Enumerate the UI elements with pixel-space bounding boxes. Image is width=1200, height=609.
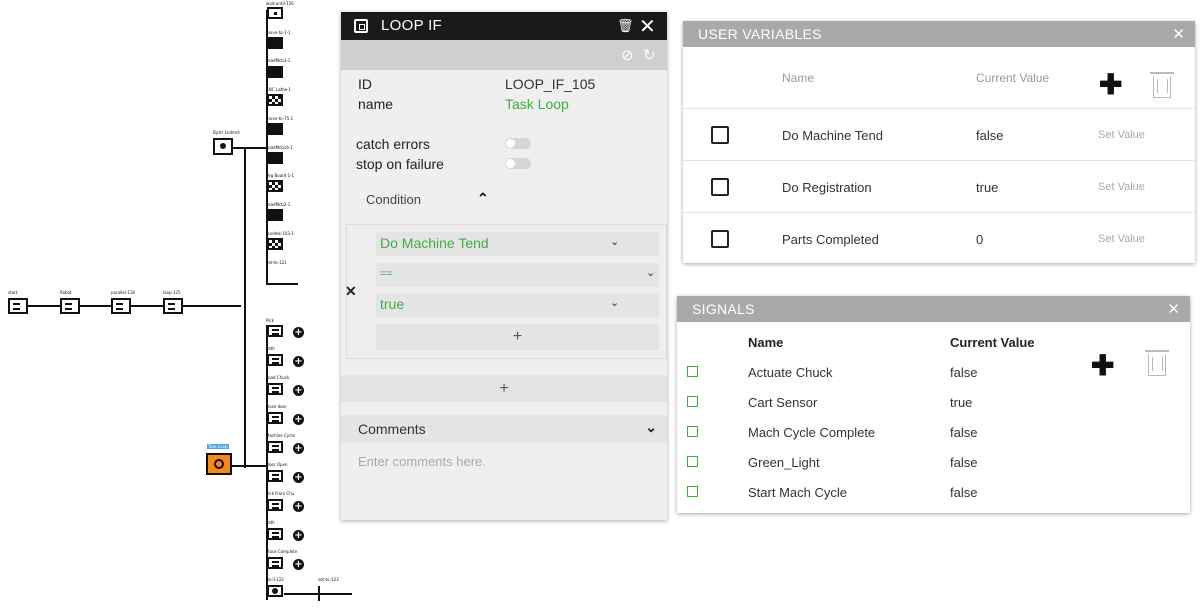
node-label: Path: [266, 520, 275, 525]
add-condition-button[interactable]: +: [376, 324, 659, 350]
connector: [26, 305, 241, 307]
panel-header: [677, 296, 1190, 322]
refresh-icon[interactable]: ↻: [643, 47, 656, 64]
signal-checkbox[interactable]: [687, 486, 698, 497]
row-checkbox[interactable]: [711, 178, 729, 196]
close-icon[interactable]: ✕: [639, 16, 656, 38]
flow-node[interactable]: [267, 499, 283, 511]
flow-node[interactable]: [267, 37, 283, 49]
branch-label-upper: Bystr Lndmrk: [213, 130, 240, 135]
chevron-up-icon[interactable]: ⌃: [477, 190, 489, 206]
node-label: Machine Cycle: [266, 433, 295, 438]
node-start[interactable]: [8, 298, 28, 314]
panel-header: [683, 21, 1195, 47]
add-step-icon[interactable]: +: [294, 472, 303, 483]
name-value[interactable]: Task Loop: [505, 96, 569, 112]
flow-node[interactable]: [267, 528, 283, 540]
name-label: name: [358, 96, 394, 112]
flow-node[interactable]: [267, 412, 283, 424]
condition-variable-select[interactable]: [376, 232, 659, 256]
flow-node[interactable]: [267, 325, 283, 337]
connector: [232, 147, 266, 149]
add-step-icon[interactable]: +: [294, 327, 303, 338]
flow-node[interactable]: [267, 66, 283, 78]
signal-value: false: [950, 365, 978, 380]
variable-value: true: [976, 180, 999, 195]
condition-variable-value: Do Machine Tend: [380, 235, 489, 251]
signals-panel: [677, 296, 1190, 513]
signal-name: Green_Light: [748, 455, 820, 470]
row-checkbox[interactable]: [711, 230, 729, 248]
variable-value: 0: [976, 232, 984, 247]
chevron-down-icon: ⌄: [646, 267, 656, 279]
node-label-loop: loop-125: [163, 290, 181, 295]
catch-errors-toggle[interactable]: [505, 138, 531, 149]
connector: [232, 465, 266, 467]
column-header-value: Current Value: [950, 335, 1035, 350]
node-label-robot: Robot: [60, 290, 72, 295]
chevron-down-icon: ⌄: [645, 419, 657, 435]
add-step-icon[interactable]: +: [294, 530, 303, 541]
add-step-icon[interactable]: +: [294, 356, 303, 367]
flow-node[interactable]: [267, 585, 283, 597]
signal-name: Mach Cycle Complete: [748, 425, 876, 440]
add-step-icon[interactable]: +: [294, 385, 303, 396]
id-value: LOOP_IF_105: [505, 76, 596, 92]
signal-checkbox[interactable]: [687, 456, 698, 467]
flow-node[interactable]: [267, 557, 283, 569]
flow-node[interactable]: [267, 354, 283, 366]
flow-node[interactable]: [267, 180, 283, 192]
comments-section[interactable]: [341, 415, 667, 443]
node-label-start: start: [8, 290, 18, 295]
add-signal-button[interactable]: ✚: [1091, 350, 1115, 381]
panel-title: LOOP IF: [381, 17, 443, 34]
branch-label-lower: Task Loop: [208, 444, 228, 449]
condition-value-select[interactable]: [376, 293, 659, 317]
variable-name: Do Registration: [782, 180, 872, 195]
node-label: move-to-75-1: [266, 116, 294, 121]
panel-title: SIGNALS: [692, 301, 755, 317]
row-checkbox[interactable]: [711, 126, 729, 144]
chevron-down-icon: ⌄: [610, 297, 620, 309]
action-bar: [341, 40, 667, 70]
trash-icon[interactable]: 🗑: [617, 18, 634, 33]
comments-label: Comments: [358, 421, 426, 437]
id-label: ID: [358, 76, 372, 92]
node-loop[interactable]: [163, 298, 183, 314]
signal-checkbox[interactable]: [687, 426, 698, 437]
node-label: wait-until-126: [266, 1, 294, 6]
node-type-icon: [354, 19, 368, 33]
node-parallel[interactable]: [111, 298, 131, 314]
catch-errors-label: catch errors: [356, 136, 430, 152]
signal-value: false: [950, 425, 978, 440]
panel-title: USER VARIABLES: [698, 26, 822, 42]
panel-header: [341, 12, 667, 40]
condition-label: Condition: [366, 192, 421, 207]
variable-name: Do Machine Tend: [782, 128, 883, 143]
node-label: Place Complete: [266, 549, 298, 554]
remove-condition-icon[interactable]: ✕: [345, 283, 357, 299]
add-step-icon[interactable]: +: [294, 501, 303, 512]
set-value-button[interactable]: Set Value: [1098, 129, 1145, 141]
close-icon[interactable]: ✕: [1167, 301, 1180, 318]
flow-node[interactable]: [267, 238, 283, 250]
node-branch-upper[interactable]: [213, 138, 233, 155]
node-label: Peg Board 1-1: [266, 173, 295, 178]
comments-input[interactable]: Enter comments here.: [358, 454, 486, 469]
node-label-end: set-to-123: [318, 577, 339, 582]
node-label: LoadMcb16-1: [266, 145, 293, 150]
set-value-button[interactable]: Set Value: [1098, 181, 1145, 193]
loop-if-panel: [341, 12, 667, 520]
node-label: Load Chuck: [266, 375, 290, 380]
signal-value: true: [950, 395, 973, 410]
flow-node[interactable]: [267, 123, 283, 135]
column-header-name: Name: [748, 335, 784, 350]
variable-name: Parts Completed: [782, 232, 879, 247]
connector: [244, 147, 246, 468]
table-row: [683, 108, 1195, 160]
condition-operator-select[interactable]: [376, 263, 659, 287]
trash-icon[interactable]: [1153, 76, 1171, 98]
flow-node[interactable]: [267, 94, 283, 106]
add-group-button[interactable]: +: [341, 375, 667, 402]
table-row: [683, 212, 1195, 264]
set-value-button[interactable]: Set Value: [1098, 233, 1145, 245]
add-step-icon[interactable]: +: [294, 414, 303, 425]
node-label: Pick: [266, 318, 274, 323]
add-step-icon[interactable]: +: [294, 559, 303, 570]
close-icon[interactable]: ✕: [1172, 26, 1185, 43]
stop-on-failure-label: stop on failure: [356, 156, 444, 172]
stop-on-failure-toggle[interactable]: [505, 158, 531, 169]
user-variables-panel: [683, 21, 1195, 263]
signal-checkbox[interactable]: [687, 366, 698, 377]
add-step-icon[interactable]: +: [294, 443, 303, 454]
node-label: close door: [266, 404, 287, 409]
node-label: LoadMcb3-1: [266, 58, 291, 63]
flow-node[interactable]: [267, 209, 283, 221]
disable-icon[interactable]: ⊘: [621, 47, 634, 64]
node-robot[interactable]: [60, 298, 80, 314]
node-label: LoadMcb2-1: [266, 202, 291, 207]
signal-value: false: [950, 485, 978, 500]
node-label: landmk-103-1: [266, 231, 294, 236]
condition-value-value: true: [380, 296, 405, 312]
flow-node[interactable]: [267, 152, 283, 164]
connector: [266, 283, 298, 285]
flow-node[interactable]: [267, 470, 283, 482]
node-label: Path: [266, 346, 275, 351]
signal-name: Cart Sensor: [748, 395, 818, 410]
flow-node[interactable]: [267, 7, 283, 19]
signal-checkbox[interactable]: [687, 396, 698, 407]
column-header-name: Name: [782, 71, 815, 85]
table-row: [683, 160, 1195, 212]
node-label: do-il-122: [266, 577, 284, 582]
node-label: set-to-121: [266, 260, 287, 265]
flow-node[interactable]: [267, 441, 283, 453]
node-label: Pick From Chu: [266, 491, 295, 496]
signal-name: Actuate Chuck: [748, 365, 833, 380]
node-task-loop-selected[interactable]: [206, 453, 232, 475]
add-variable-button[interactable]: ✚: [1099, 69, 1123, 100]
node-label: CNC Lathe-1: [266, 87, 292, 92]
signal-value: false: [950, 455, 978, 470]
trash-icon[interactable]: [1148, 354, 1166, 376]
connector: [318, 586, 320, 601]
flow-canvas: [0, 0, 340, 609]
column-header-value: Current Value: [976, 71, 1050, 85]
node-label: move-to-1-1: [266, 30, 291, 35]
node-label: Door Open: [266, 462, 288, 467]
node-label-parallel: parallel-118: [111, 290, 135, 295]
condition-operator-value: ==: [380, 268, 393, 280]
chevron-down-icon: ⌄: [610, 236, 620, 248]
variable-value: false: [976, 128, 1004, 143]
signal-name: Start Mach Cycle: [748, 485, 847, 500]
flow-node[interactable]: [267, 383, 283, 395]
